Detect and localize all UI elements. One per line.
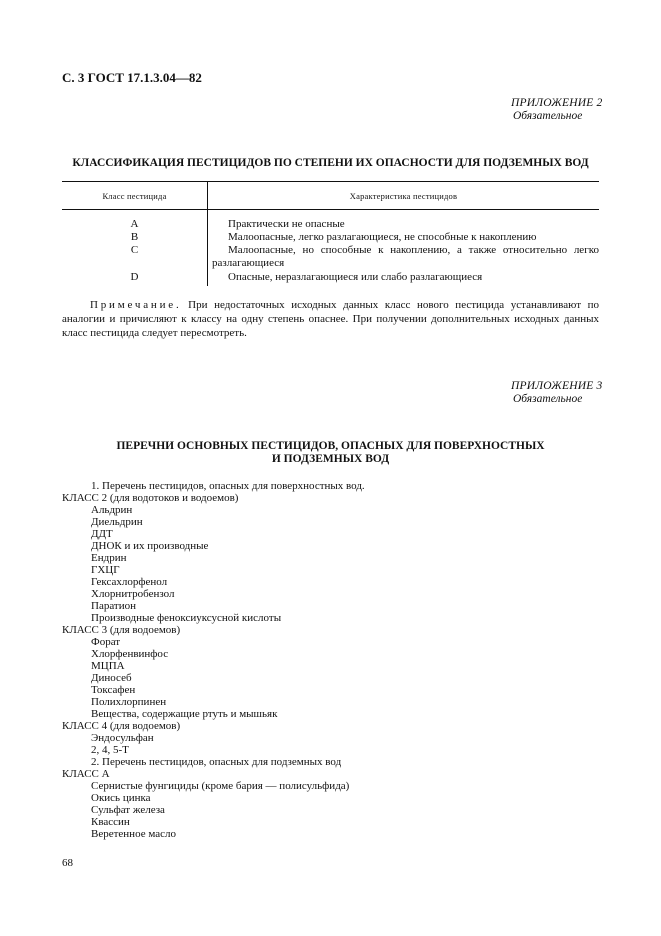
list-class-heading: КЛАСС А bbox=[62, 768, 110, 780]
list-item: Вещества, содержащие ртуть и мышьяк bbox=[91, 708, 278, 720]
page-number: 68 bbox=[62, 857, 73, 869]
table-cell-class: D bbox=[130, 271, 139, 283]
list-item: Диносеб bbox=[91, 672, 132, 684]
table-header-characteristic: Характеристика пестицидов bbox=[349, 191, 458, 201]
table-cell-description: Практически не опасные bbox=[228, 218, 345, 230]
table-cell-description: Малоопасные, но способные к накоплению, а также относительно легко bbox=[228, 244, 599, 256]
list-section-title: 1. Перечень пестицидов, опасных для поверхностных вод. bbox=[91, 480, 365, 492]
table-cell-class: C bbox=[130, 244, 139, 256]
table-cell-description-continued: разлагающиеся bbox=[212, 257, 285, 269]
list-item: Сернистые фунгициды (кроме бария — полисульфида) bbox=[91, 780, 350, 792]
list-item: Эндосульфан bbox=[91, 732, 154, 744]
table-cell-class: A bbox=[130, 218, 139, 230]
list-item: Гексахлорфенол bbox=[91, 576, 168, 588]
table-cell-description: Малоопасные, легко разлагающиеся, не способные к накоплению bbox=[228, 231, 537, 243]
list-item: Квассин bbox=[91, 816, 130, 828]
list-item: Хлорнитробензол bbox=[91, 588, 175, 600]
list-item: ДДТ bbox=[91, 528, 113, 540]
list-class-heading: КЛАСС 3 (для водоемов) bbox=[62, 624, 181, 636]
appendix-3-subtitle: Обязательное bbox=[513, 393, 583, 405]
list-item: Альдрин bbox=[91, 504, 133, 516]
appendix-2-heading: КЛАССИФИКАЦИЯ ПЕСТИЦИДОВ ПО СТЕПЕНИ ИХ ОПАСНОСТИ ДЛЯ ПОДЗЕМНЫХ ВОД bbox=[72, 157, 589, 169]
list-item: ГХЦГ bbox=[91, 564, 120, 576]
list-item: Форат bbox=[91, 636, 121, 648]
list-item: Хлорфенвинфос bbox=[91, 648, 169, 660]
list-item: Паратион bbox=[91, 600, 137, 612]
list-item: Окись цинка bbox=[91, 792, 151, 804]
list-class-heading: КЛАСС 4 (для водоемов) bbox=[62, 720, 181, 732]
list-item: Сульфат железа bbox=[91, 804, 165, 816]
table-header-class: Класс пестицида bbox=[102, 191, 167, 201]
document-header: С. 3 ГОСТ 17.1.3.04—82 bbox=[62, 70, 202, 85]
list-section-title: 2. Перечень пестицидов, опасных для подземных вод bbox=[91, 756, 342, 768]
list-class-heading: КЛАСС 2 (для водотоков и водоемов) bbox=[62, 492, 239, 504]
table-cell-class: B bbox=[130, 231, 139, 243]
list-item: Ендрин bbox=[91, 552, 127, 564]
appendix-3-title: ПРИЛОЖЕНИЕ 3 bbox=[511, 380, 603, 392]
table-cell-description: Опасные, неразлагающиеся или слабо разлагающиеся bbox=[228, 271, 483, 283]
list-item: Веретенное масло bbox=[91, 828, 176, 840]
table-note bbox=[62, 298, 599, 340]
note-text: При недостаточных исходных данных класс нового пестицида устанавливают по аналогии и причисляют к классу на одну степень опаснее. При получении дополнительных исходных данных класс пестицида следует пересмотреть. bbox=[62, 299, 599, 339]
appendix-3-heading-line-2: И ПОДЗЕМНЫХ ВОД bbox=[271, 453, 390, 465]
table-top-rule bbox=[62, 181, 599, 182]
list-item: 2, 4, 5-Т bbox=[91, 744, 129, 756]
appendix-3-heading-line-1: ПЕРЕЧНИ ОСНОВНЫХ ПЕСТИЦИДОВ, ОПАСНЫХ ДЛЯ ПОВЕРХНОСТНЫХ bbox=[116, 440, 545, 452]
list-item: Диельдрин bbox=[91, 516, 143, 528]
appendix-2-title: ПРИЛОЖЕНИЕ 2 bbox=[511, 97, 603, 109]
list-item: Производные феноксиуксусной кислоты bbox=[91, 612, 282, 624]
list-item: Полихлорпинен bbox=[91, 696, 167, 708]
list-item: ДНОК и их производные bbox=[91, 540, 209, 552]
list-item: МЦПА bbox=[91, 660, 125, 672]
appendix-2-subtitle: Обязательное bbox=[513, 110, 583, 122]
note-label: Примечание. bbox=[90, 299, 182, 311]
list-item: Токсафен bbox=[91, 684, 136, 696]
table-header-rule bbox=[62, 209, 599, 210]
